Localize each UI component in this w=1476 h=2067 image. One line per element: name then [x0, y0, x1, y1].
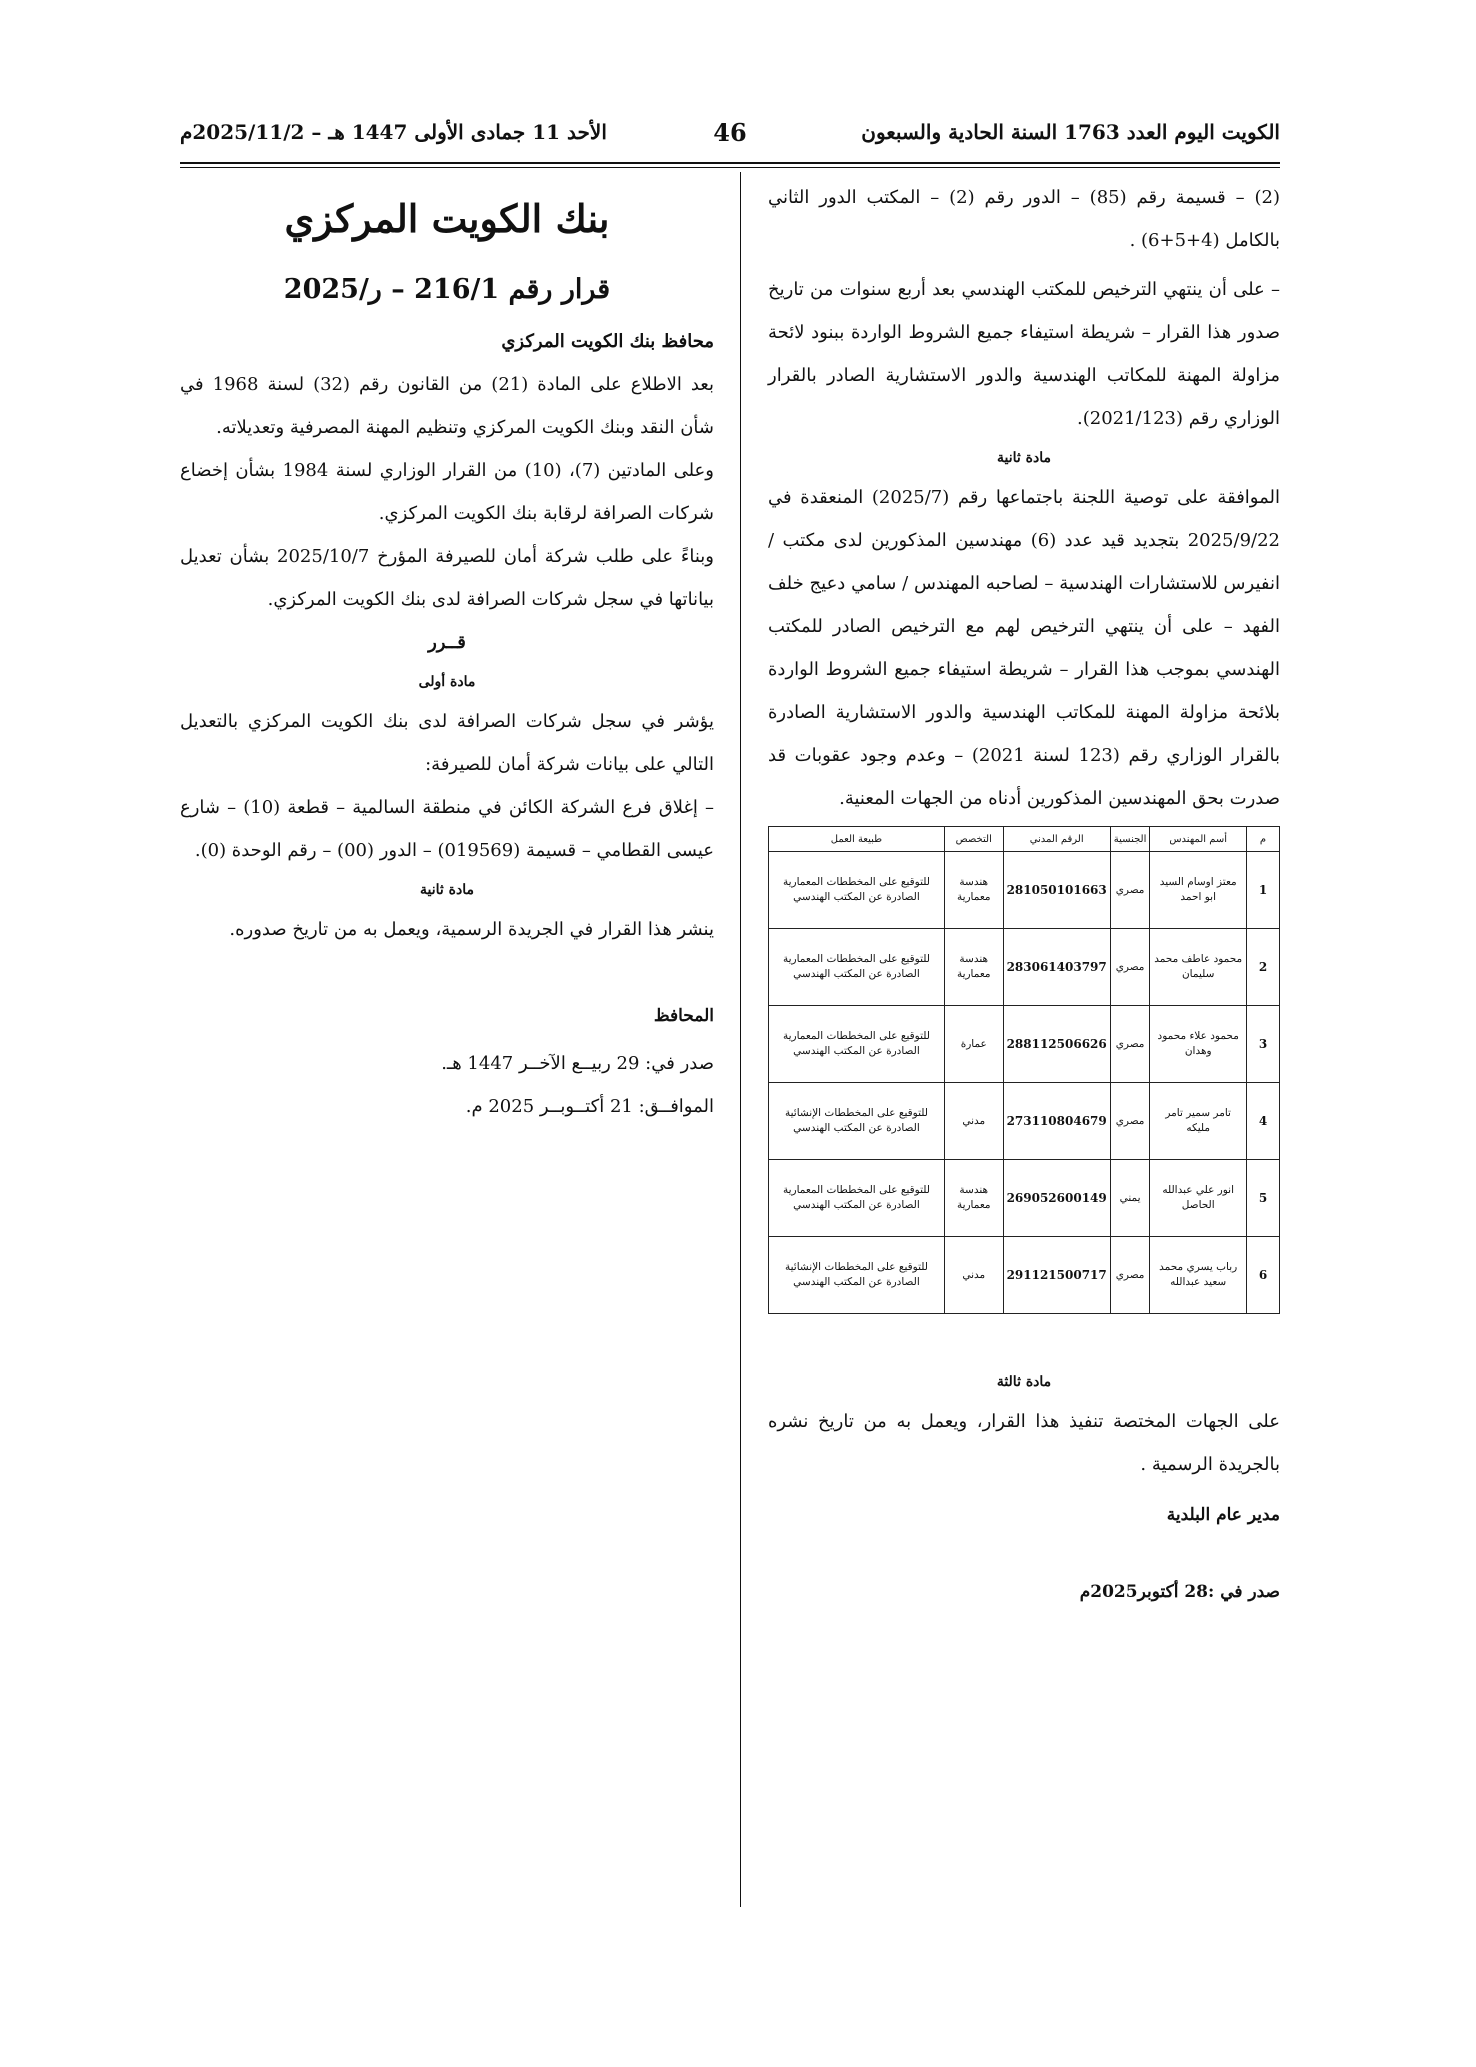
table-cell: 283061403797: [1003, 929, 1110, 1006]
issue-date-gregorian: الموافــق: 21 أكتــوبــر 2025 م.: [465, 1096, 714, 1117]
table-row: [769, 1237, 1280, 1314]
table-cell: للتوقيع على المخططات المعمارية الصادرة عن المكتب الهندسي: [769, 1006, 945, 1083]
governor-line: محافظ بنك الكويت المركزي: [501, 331, 714, 352]
table-cell: 5: [1247, 1160, 1280, 1237]
signatory: المحافظ: [653, 1006, 714, 1026]
continuation-paragraph: (2) – قسيمة رقم (85) – الدور رقم (2) – المكتب الدور الثاني بالكامل (4+5+6) .: [768, 187, 1280, 251]
article-text: ينشر هذا القرار في الجريدة الرسمية، ويعمل به من تاريخ صدوره.: [229, 919, 714, 940]
table-cell: مصري: [1110, 929, 1150, 1006]
column-divider: [740, 172, 741, 1907]
table-cell: للتوقيع على المخططات الإنشائية الصادرة عن المكتب الهندسي: [769, 1083, 945, 1160]
decided-heading: قــرر: [428, 632, 466, 653]
article-text: الموافقة على توصية اللجنة باجتماعها رقم (2025/7) المنعقدة في 2025/9/22 بتجديد قيد عدد (6) مهندسين المذكورين لدى مكتب / انفيرس للاستشارات الهندسية – لصاحبه المهندس / سامي دعيج خلف الفهد – على أن ينتهي الترخيص لهم مع الترخيص الصادر للمكتب الهندسي بموجب هذا القرار – شريطة استيفاء جميع الشروط الواردة بلائحة مزاولة المهنة للمكاتب الهندسية والدور الاستشارية الصادرة بالقرار الوزاري رقم (123 لسنة 2021) – وعدم وجود عقوبات قد صدرت بحق المهندسين المذكورين أدناه من الجهات المعنية.: [768, 487, 1280, 809]
left-column: [180, 176, 714, 1128]
table-row: [769, 1006, 1280, 1083]
preamble-paragraph: بعد الاطلاع على المادة (21) من القانون رقم (32) لسنة 1968 في شأن النقد وبنك الكويت المركزي وتنظيم المهنة المصرفية وتعديلاته.: [180, 374, 715, 438]
table-cell: للتوقيع على المخططات المعمارية الصادرة عن المكتب الهندسي: [769, 929, 945, 1006]
table-cell: عمارة: [944, 1006, 1003, 1083]
header-rule: [180, 162, 1280, 164]
table-row: [769, 852, 1280, 929]
table-cell: للتوقيع على المخططات الإنشائية الصادرة عن المكتب الهندسي: [769, 1237, 945, 1314]
issue-date-hijri: صدر في: 29 ربيــع الآخــر 1447 هـ.: [441, 1053, 714, 1074]
column-header: طبيعة العمل: [769, 827, 945, 852]
table-cell: مصري: [1110, 1083, 1150, 1160]
issue-date: صدر في :28 أكتوبر2025م: [1079, 1582, 1280, 1602]
table-cell: تامر سمير تامر مليكه: [1150, 1083, 1247, 1160]
table-cell: يمني: [1110, 1160, 1150, 1237]
issue-date: الأحد 11 جمادى الأولى 1447 هـ – 2025/11/2م: [180, 120, 607, 144]
table-cell: مصري: [1110, 1237, 1150, 1314]
page-number: 46: [713, 118, 747, 147]
table-cell: مدني: [944, 1237, 1003, 1314]
table-cell: مدني: [944, 1083, 1003, 1160]
table-row: [769, 1083, 1280, 1160]
table-cell: 288112506626: [1003, 1006, 1110, 1083]
decree-number: قرار رقم 216/1 – ر/2025: [283, 274, 611, 305]
column-header: التخصص: [944, 827, 1003, 852]
table-row: [769, 929, 1280, 1006]
table-cell: 2: [1247, 929, 1280, 1006]
column-header: م: [1247, 827, 1280, 852]
table-cell: 291121500717: [1003, 1237, 1110, 1314]
table-cell: هندسة معمارية: [944, 852, 1003, 929]
column-header: الجنسية: [1110, 827, 1150, 852]
table-cell: 4: [1247, 1083, 1280, 1160]
table-cell: 281050101663: [1003, 852, 1110, 929]
table-cell: رباب يسري محمد سعيد عبدالله: [1150, 1237, 1247, 1314]
table-cell: 3: [1247, 1006, 1280, 1083]
license-paragraph: – على أن ينتهي الترخيص للمكتب الهندسي بعد أربع سنوات من تاريخ صدور هذا القرار – شريطة استيفاء جميع الشروط الواردة ببنود لائحة مزاولة المهنة للمكاتب الهندسية والدور الاستشارية الصادر بالقرار الوزاري رقم (2021/123).: [768, 279, 1280, 429]
table-cell: انور علي عبدالله الحاصل: [1150, 1160, 1247, 1237]
table-cell: للتوقيع على المخططات المعمارية الصادرة عن المكتب الهندسي: [769, 852, 945, 929]
article-heading: مادة أولى: [418, 674, 476, 690]
column-header: أسم المهندس: [1150, 827, 1247, 852]
table-cell: للتوقيع على المخططات المعمارية الصادرة عن المكتب الهندسي: [769, 1160, 945, 1237]
article-heading: مادة ثالثة: [996, 1374, 1052, 1390]
table-cell: هندسة معمارية: [944, 929, 1003, 1006]
article-text: على الجهات المختصة تنفيذ هذا القرار، ويعمل به من تاريخ نشره بالجريدة الرسمية .: [768, 1411, 1280, 1475]
table-cell: هندسة معمارية: [944, 1160, 1003, 1237]
table-cell: معتز اوسام السيد ابو احمد: [1150, 852, 1247, 929]
table-row: [769, 1160, 1280, 1237]
table-header-row: [769, 827, 1280, 852]
table-cell: مصري: [1110, 1006, 1150, 1083]
table-cell: محمود علاء محمود وهدان: [1150, 1006, 1247, 1083]
table-cell: 1: [1247, 852, 1280, 929]
article-item: – إغلاق فرع الشركة الكائن في منطقة السالمية – قطعة (10) – شارع عيسى القطامي – قسيمة (019569) – الدور (00) – رقم الوحدة (0).: [180, 797, 715, 861]
table-cell: مصري: [1110, 852, 1150, 929]
bank-title: بنك الكويت المركزي: [284, 196, 610, 241]
preamble-paragraph: وعلى المادتين (7)، (10) من القرار الوزاري لسنة 1984 بشأن إخضاع شركات الصرافة لرقابة بنك الكويت المركزي.: [180, 460, 714, 524]
engineers-table: [768, 826, 1280, 1314]
right-column: [768, 176, 1280, 1614]
article-heading: مادة ثانية: [420, 882, 474, 898]
table-cell: 273110804679: [1003, 1083, 1110, 1160]
header-rule-thin: [180, 167, 1280, 168]
preamble-paragraph: وبناءً على طلب شركة أمان للصيرفة المؤرخ 2025/10/7 بشأن تعديل بياناتها في سجل شركات الصرافة لدى بنك الكويت المركزي.: [180, 546, 714, 610]
page-header: [180, 120, 1280, 156]
signatory: مدير عام البلدية: [1166, 1505, 1280, 1525]
column-header: الرقم المدني: [1003, 827, 1110, 852]
table-cell: 269052600149: [1003, 1160, 1110, 1237]
table-cell: محمود عاطف محمد سليمان: [1150, 929, 1247, 1006]
article-heading: مادة ثانية: [997, 450, 1051, 466]
issue-info: الكويت اليوم العدد 1763 السنة الحادية والسبعون: [861, 120, 1280, 144]
table-cell: 6: [1247, 1237, 1280, 1314]
article-text: يؤشر في سجل شركات الصرافة لدى بنك الكويت المركزي بالتعديل التالي على بيانات شركة أمان للصيرفة:: [180, 711, 714, 775]
